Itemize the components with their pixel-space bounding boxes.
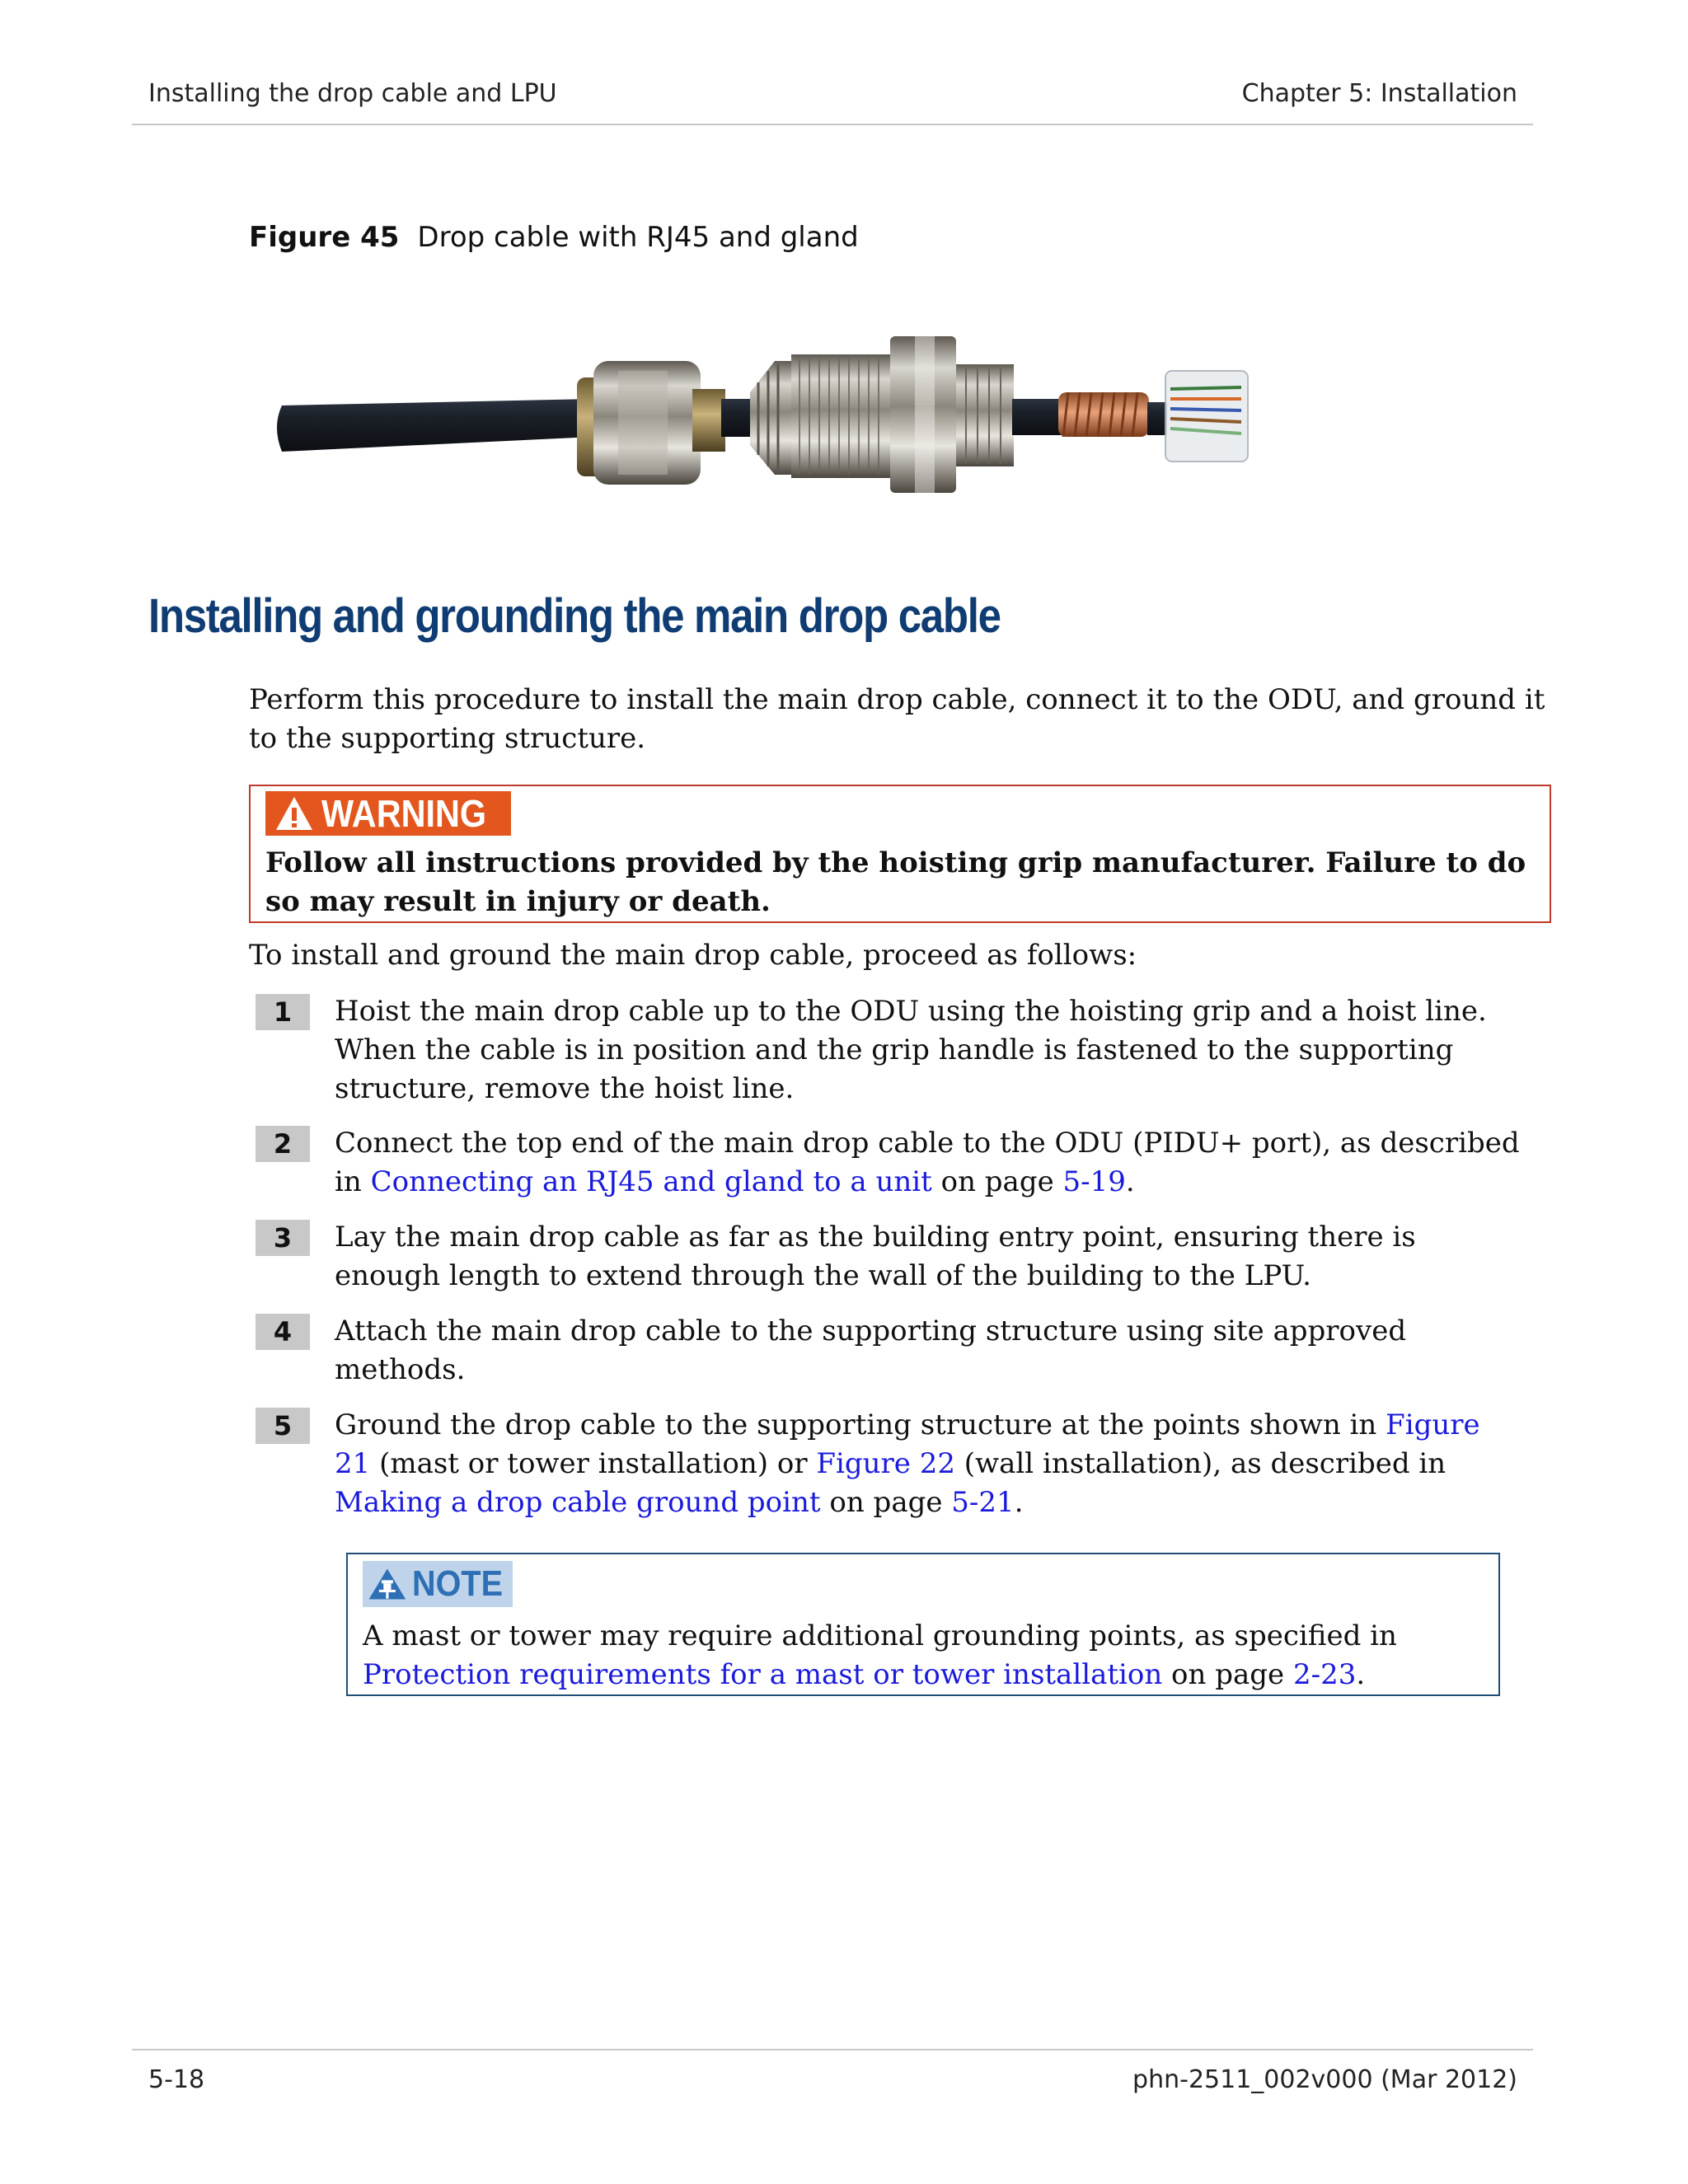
step-text-part: on page: [931, 1165, 1063, 1198]
header-left: Installing the drop cable and LPU: [148, 79, 557, 108]
warning-text: Follow all instructions provided by the hoisting grip manufacturer. Failure to do so may result in injury or death.: [265, 846, 1526, 918]
step-text: Lay the main drop cable as far as the building entry point, ensuring there is enough length to extend through the wall of the building to the LPU.: [335, 1221, 1416, 1292]
link-page-5-21[interactable]: 5-21: [951, 1486, 1015, 1519]
step-text-part: (mast or tower installation) or: [370, 1447, 817, 1480]
step-text-part: on page: [820, 1486, 952, 1519]
step-text: Hoist the main drop cable up to the ODU using the hoisting grip and a hoist line. When the cable is in position and the grip handle is fastened to the supporting structure, remove the hoist line.: [335, 995, 1487, 1105]
link-making-ground-point[interactable]: Making a drop cable ground point: [335, 1486, 821, 1519]
step-text-part: .: [1125, 1165, 1135, 1198]
link-figure-22[interactable]: Figure 22: [816, 1447, 955, 1480]
step-text: [335, 1124, 1522, 1202]
intro-paragraph: Perform this procedure to install the main drop cable, connect it to the ODU, and ground it to the supporting structure.: [249, 683, 1545, 755]
step-number: 1: [256, 994, 310, 1030]
link-page-2-23[interactable]: 2-23: [1292, 1658, 1357, 1691]
link-connecting-rj45[interactable]: Connecting an RJ45 and gland to a unit: [370, 1165, 932, 1198]
figure-caption-text: Drop cable with RJ45 and gland: [417, 221, 859, 254]
header-right: Chapter 5: Installation: [1241, 79, 1517, 108]
warning-label: WARNING: [321, 792, 487, 835]
step-number: 4: [256, 1314, 310, 1350]
footer-page-number: 5-18: [148, 2065, 205, 2094]
note-text-part: on page: [1162, 1658, 1293, 1691]
figure-caption: [249, 221, 859, 254]
note-pin-icon: [368, 1563, 407, 1605]
header-rule: [132, 124, 1533, 125]
link-protection-requirements[interactable]: Protection requirements for a mast or tower installation: [363, 1658, 1163, 1691]
note-text-part: .: [1356, 1658, 1366, 1691]
step-number: 3: [256, 1220, 310, 1256]
lead-in: To install and ground the main drop cable, proceed as follows:: [249, 939, 1137, 972]
step-text-part: (wall installation), as described in: [954, 1447, 1447, 1480]
note-label: NOTE: [411, 1563, 503, 1604]
step-number: 2: [256, 1126, 310, 1162]
note-badge: [363, 1561, 513, 1607]
warning-triangle-icon: [274, 794, 315, 832]
note-text: [363, 1617, 1484, 1694]
figure-number: Figure 45: [249, 221, 400, 254]
step-text-part: Ground the drop cable to the supporting structure at the points shown in: [335, 1408, 1386, 1441]
section-title: Installing and grounding the main drop cable: [148, 589, 1001, 643]
footer-rule: [132, 2049, 1533, 2050]
warning-box: [249, 785, 1551, 923]
note-text-part: A mast or tower may require additional grounding points, as specified in: [363, 1619, 1397, 1652]
link-page-5-19[interactable]: 5-19: [1062, 1165, 1126, 1198]
note-box: [346, 1553, 1500, 1696]
step-text: [335, 1406, 1522, 1522]
warning-badge: [265, 791, 511, 836]
step-number: 5: [256, 1408, 310, 1444]
link-figure-21[interactable]: Figure 21: [335, 1408, 1480, 1480]
drop-cable-figure: [264, 313, 1253, 527]
step-text: Attach the main drop cable to the supporting structure using site approved methods.: [335, 1315, 1407, 1386]
footer-document-id: phn-2511_002v000 (Mar 2012): [1132, 2065, 1517, 2094]
step-text-part: .: [1014, 1486, 1024, 1519]
step-text-part: Connect the top end of the main drop cable to the ODU (PIDU+ port), as described in: [335, 1127, 1520, 1198]
